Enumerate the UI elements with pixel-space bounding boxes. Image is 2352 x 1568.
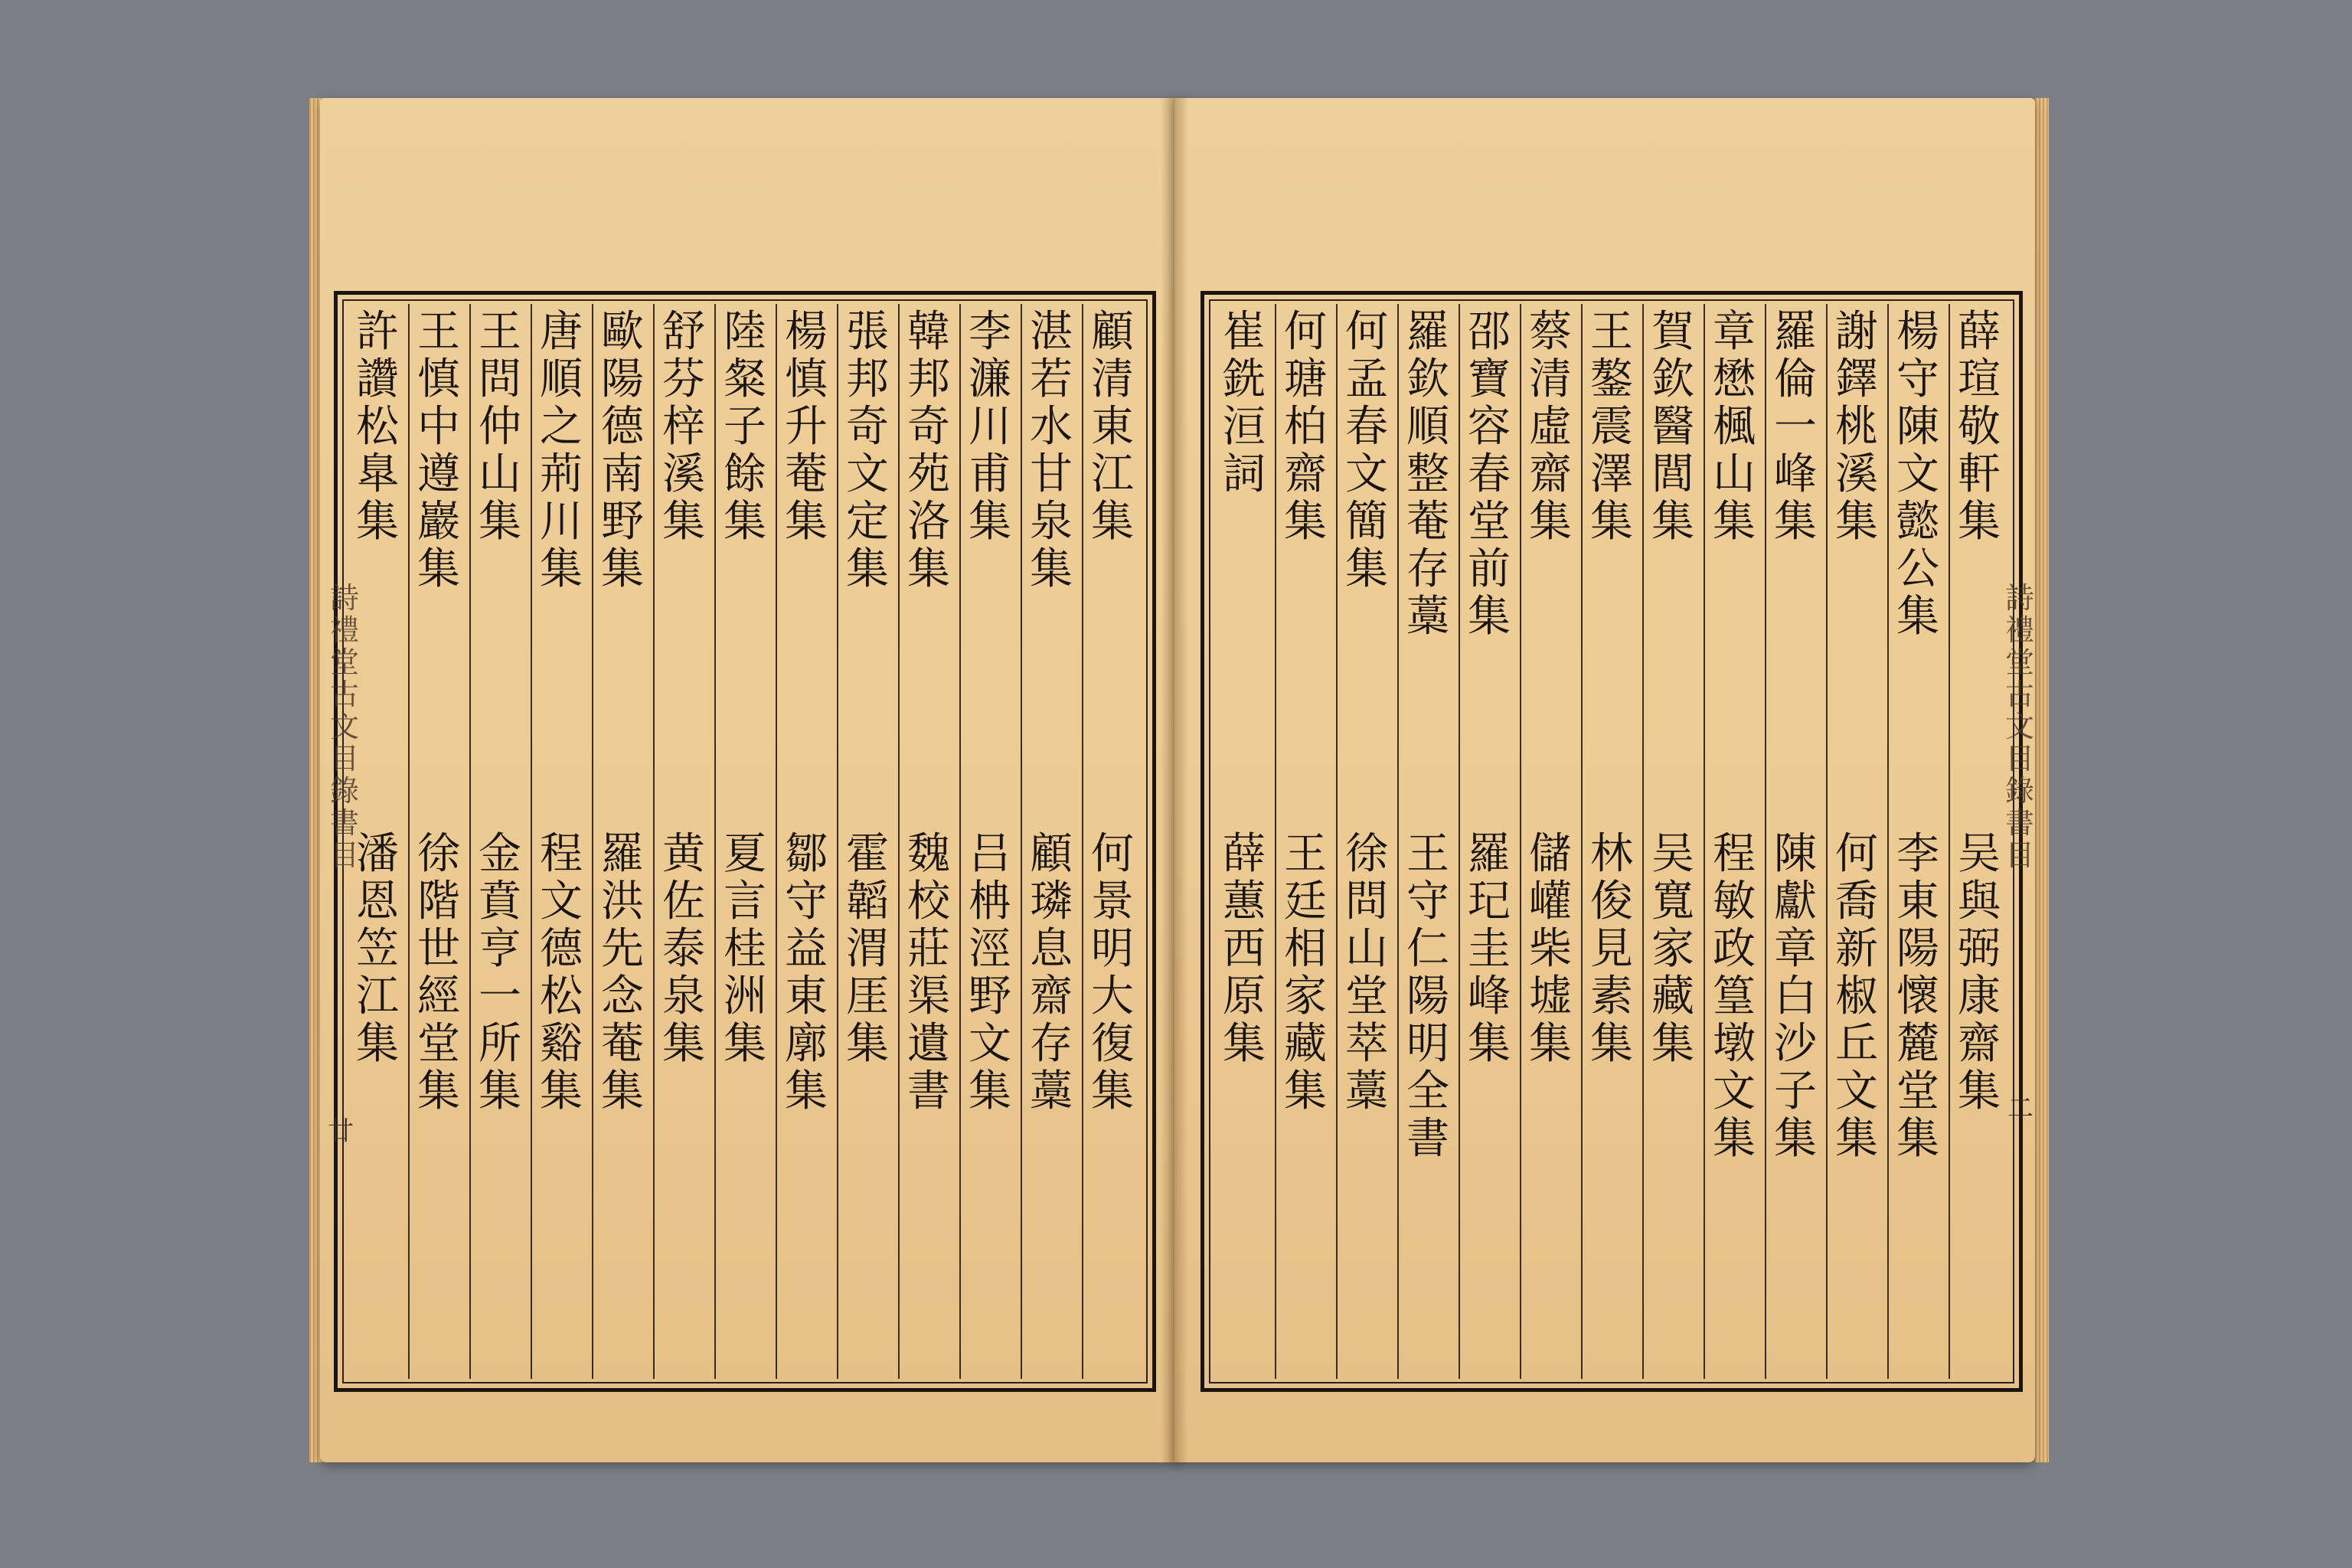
right-page-column-rule xyxy=(1704,304,1705,1379)
right-page-column-rule xyxy=(1642,304,1644,1379)
right-page-title-lower: 林俊見素集 xyxy=(1590,829,1633,1069)
right-page-title-upper: 崔銑洹詞 xyxy=(1223,307,1266,499)
left-page-title-upper: 顧清東江集 xyxy=(1091,307,1134,547)
left-page-column-rule xyxy=(469,304,471,1379)
right-page-title-upper: 何孟春文簡集 xyxy=(1345,307,1388,594)
right-page-title-lower: 何喬新椒丘文集 xyxy=(1835,829,1878,1164)
right-page-title-lower: 王廷相家藏集 xyxy=(1284,829,1327,1116)
left-page-column-rule xyxy=(592,304,593,1379)
right-page-title-upper: 邵寶容春堂前集 xyxy=(1468,307,1511,642)
right-page-title-upper: 章懋楓山集 xyxy=(1713,307,1756,547)
right-page-title-lower: 羅玘圭峰集 xyxy=(1468,829,1511,1069)
left-page-title-upper: 楊慎升菴集 xyxy=(785,307,828,547)
right-page-edge xyxy=(2035,98,2049,1462)
right-page-title-upper: 羅欽順整菴存藁 xyxy=(1406,307,1449,642)
left-page-title-upper: 王問仲山集 xyxy=(479,307,521,547)
left-page-title-upper: 湛若水甘泉集 xyxy=(1030,307,1073,594)
left-page-title-lower: 吕柟涇野文集 xyxy=(969,829,1011,1116)
left-page-column-rule xyxy=(1021,304,1022,1379)
left-page-column-rule xyxy=(714,304,716,1379)
left-page-title-upper: 張邦奇文定集 xyxy=(846,307,889,594)
left-page-title-lower: 霍韜渭厓集 xyxy=(846,829,889,1069)
left-page-title-lower: 羅洪先念菴集 xyxy=(601,829,644,1116)
right-page-column-rule xyxy=(1459,304,1460,1379)
right-page-title-lower: 王守仁陽明全書 xyxy=(1406,829,1449,1164)
left-page-folio: 廿 xyxy=(328,1116,354,1147)
right-page-title-lower: 薛蕙西原集 xyxy=(1223,829,1266,1069)
left-page-column-rule xyxy=(959,304,961,1379)
left-page-title-lower: 魏校莊渠遺書 xyxy=(907,829,950,1116)
left-page-title-upper: 陸粲子餘集 xyxy=(724,307,766,547)
right-page-title-lower: 吴與弼康齋集 xyxy=(1958,829,2001,1116)
left-page-title-upper: 唐順之荊川集 xyxy=(540,307,583,594)
left-page-title-upper: 王慎中遵巖集 xyxy=(417,307,460,594)
right-page-title-lower: 儲巏柴墟集 xyxy=(1529,829,1572,1069)
right-page-title-lower: 程敏政篁墩文集 xyxy=(1713,829,1756,1164)
right-page-column-rule xyxy=(1520,304,1521,1379)
left-page-title-upper: 許讚松臯集 xyxy=(356,307,399,547)
left-page-title-lower: 鄒守益東廓集 xyxy=(785,829,828,1116)
right-page-spine-title: 詩禮堂古文目錄書目 xyxy=(2004,581,2034,872)
right-page-column-rule xyxy=(1275,304,1276,1379)
left-page-column-rule xyxy=(408,304,410,1379)
left-page-title-upper: 李濂川甫集 xyxy=(969,307,1011,547)
right-page-column-rule xyxy=(1397,304,1399,1379)
right-page-title-upper: 王鏊震澤集 xyxy=(1590,307,1633,547)
left-page-title-lower: 程文德松谿集 xyxy=(540,829,583,1116)
right-page-title-lower: 吴寬家藏集 xyxy=(1651,829,1694,1069)
left-text-frame xyxy=(334,291,1156,1392)
left-page-title-lower: 徐階世經堂集 xyxy=(417,829,460,1116)
left-page-title-upper: 歐陽德南野集 xyxy=(601,307,644,594)
left-page-column-rule xyxy=(898,304,900,1379)
right-text-frame xyxy=(1200,291,2023,1392)
right-page-column-rule xyxy=(1949,304,1950,1379)
left-page-spine-title: 詩禮堂古文目錄書目 xyxy=(329,581,359,872)
right-page-title-upper: 何瑭柏齋集 xyxy=(1284,307,1327,547)
left-page-title-upper: 韓邦奇苑洛集 xyxy=(907,307,950,594)
right-page-column-rule xyxy=(1826,304,1828,1379)
right-page-title-upper: 薛瑄敬軒集 xyxy=(1958,307,2001,547)
left-page-title-lower: 何景明大復集 xyxy=(1091,829,1134,1116)
right-page-column-rule xyxy=(1581,304,1583,1379)
right-page-title-upper: 謝鐸桃溪集 xyxy=(1835,307,1878,547)
left-page-column-rule xyxy=(776,304,777,1379)
left-page-column-rule xyxy=(1082,304,1083,1379)
left-page-title-lower: 潘恩笠江集 xyxy=(356,829,399,1069)
book-gutter xyxy=(1161,98,1188,1462)
right-page-title-upper: 蔡清虛齋集 xyxy=(1529,307,1572,547)
right-page-column-rule xyxy=(1765,304,1766,1379)
right-page-title-lower: 徐問山堂萃藁 xyxy=(1345,829,1388,1116)
left-page-title-lower: 顧璘息齋存藁 xyxy=(1030,829,1073,1116)
right-page-folio: 二 xyxy=(2007,1093,2034,1124)
right-page-title-upper: 楊守陳文懿公集 xyxy=(1896,307,1939,642)
right-page-title-upper: 羅倫一峰集 xyxy=(1774,307,1817,547)
left-page-column-rule xyxy=(837,304,838,1379)
left-page-title-upper: 舒芬梓溪集 xyxy=(662,307,705,547)
left-page-title-lower: 夏言桂洲集 xyxy=(724,829,766,1069)
right-page-title-lower: 李東陽懷麓堂集 xyxy=(1896,829,1939,1164)
left-page-column-rule xyxy=(531,304,532,1379)
right-page-column-rule xyxy=(1887,304,1889,1379)
right-page-title-upper: 賀欽醫閭集 xyxy=(1651,307,1694,547)
right-page-column-rule xyxy=(1336,304,1338,1379)
left-page-column-rule xyxy=(653,304,655,1379)
left-page-title-lower: 黄佐泰泉集 xyxy=(662,829,705,1069)
left-page-title-lower: 金賁亨一所集 xyxy=(479,829,521,1116)
right-page-title-lower: 陳獻章白沙子集 xyxy=(1774,829,1817,1164)
